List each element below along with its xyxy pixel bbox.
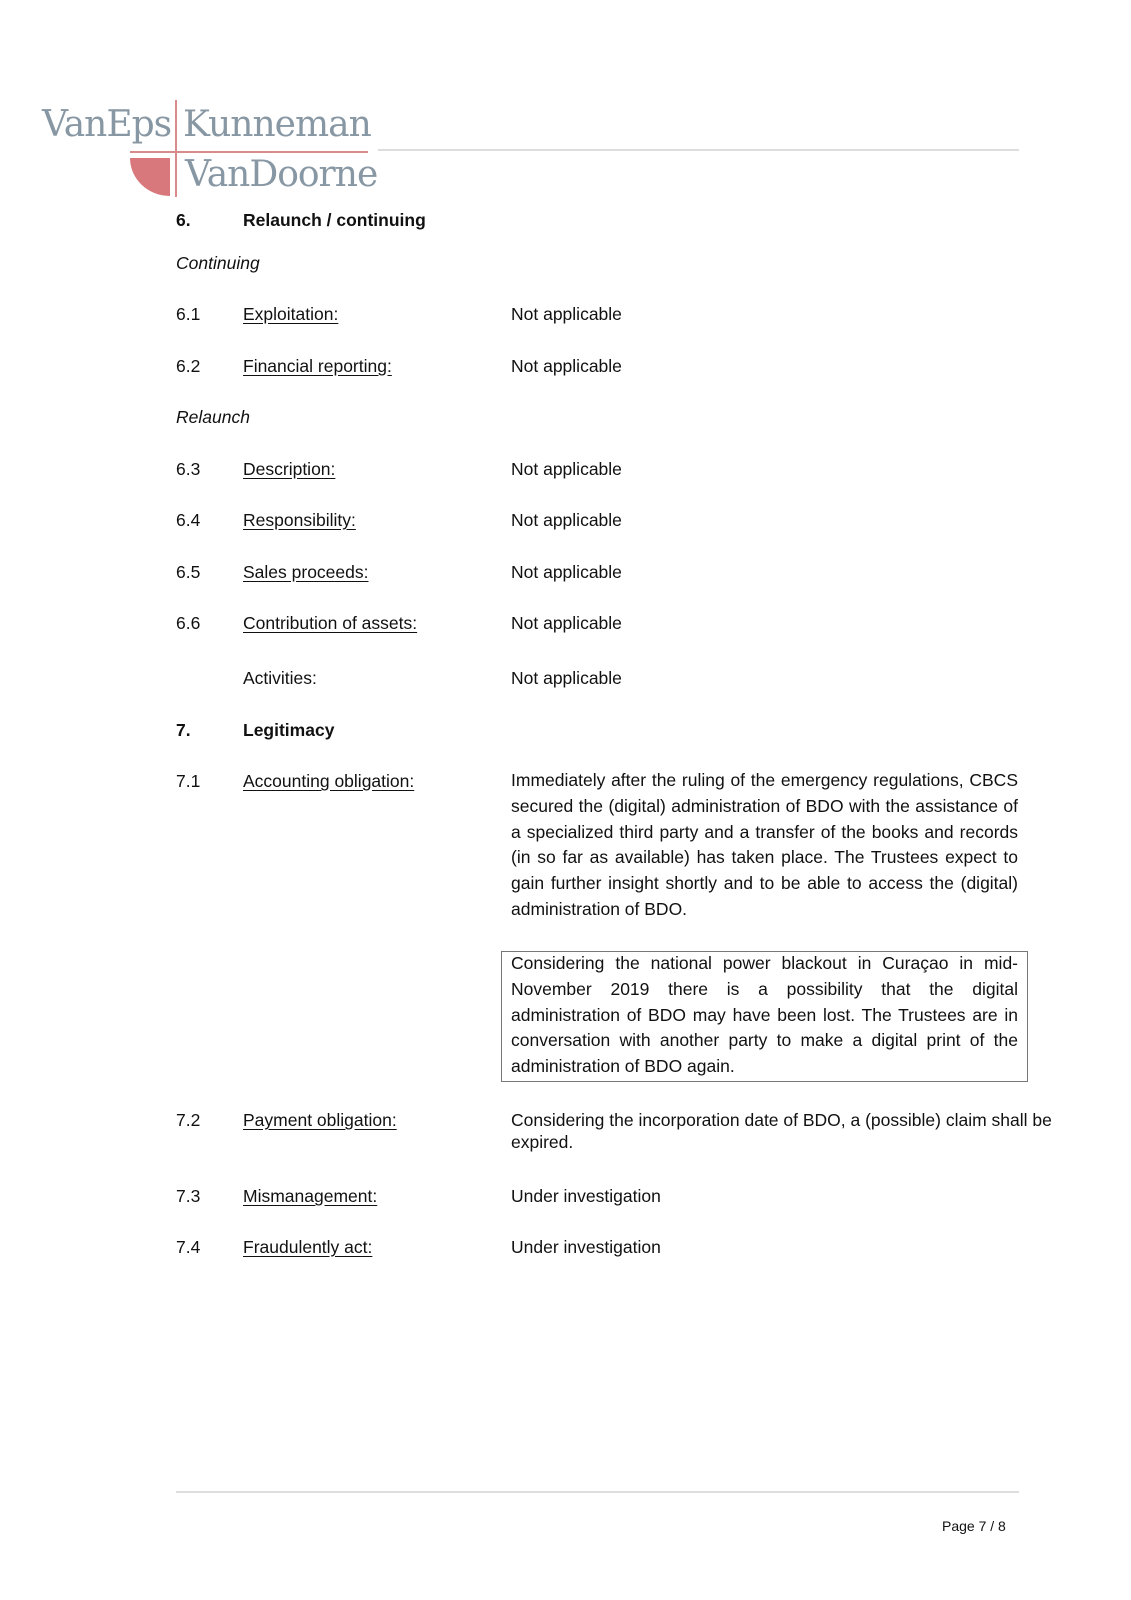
logo-horizontal-line bbox=[130, 151, 368, 153]
row-label: Activities: bbox=[243, 668, 317, 688]
logo-text-kunneman: Kunneman bbox=[183, 104, 371, 145]
logo-text-vandoorne: VanDoorne bbox=[185, 154, 378, 195]
row-label: Description: bbox=[243, 459, 336, 479]
row-number: 7.1 bbox=[176, 771, 201, 791]
section-title: Relaunch / continuing bbox=[243, 210, 426, 230]
row-value: Under investigation bbox=[511, 1237, 661, 1257]
row-value: Considering the incorporation date of BDO, a (possible) claim shall be expired. bbox=[511, 1110, 1052, 1152]
row-label: Mismanagement: bbox=[243, 1186, 378, 1206]
page-number: Page 7 / 8 bbox=[942, 1518, 1006, 1534]
row-value: Not applicable bbox=[511, 510, 622, 530]
row-label: Financial reporting: bbox=[243, 356, 392, 376]
row-label: Contribution of assets: bbox=[243, 613, 418, 633]
footer-rule bbox=[176, 1491, 1019, 1493]
logo-vertical-line bbox=[175, 100, 177, 197]
row-number: 7.2 bbox=[176, 1110, 201, 1130]
row-value: Under investigation bbox=[511, 1186, 661, 1206]
row-label: Fraudulently act: bbox=[243, 1237, 373, 1257]
row-value: Not applicable bbox=[511, 613, 622, 633]
subheading-continuing: Continuing bbox=[176, 253, 260, 273]
header-rule bbox=[378, 149, 1019, 151]
logo-quarter-circle bbox=[130, 158, 170, 196]
row-label: Sales proceeds: bbox=[243, 562, 369, 582]
row-number: 6.3 bbox=[176, 459, 201, 479]
row-number: 7.4 bbox=[176, 1237, 201, 1257]
section-number: 6. bbox=[176, 210, 191, 230]
section-title: Legitimacy bbox=[243, 720, 335, 740]
row-value: Not applicable bbox=[511, 459, 622, 479]
row-value: Immediately after the ruling of the emergency regulations, CBCS secured the (digital) administration of BDO with the assistance of a specialized third party and a transfer of the books and records (in so far as available) has taken place. The Trustees expect to gain further insight shortly and to be able to access the (digital) administration of BDO. bbox=[511, 770, 1018, 919]
row-label: Responsibility: bbox=[243, 510, 356, 530]
row-number: 6.4 bbox=[176, 510, 201, 530]
row-number: 6.6 bbox=[176, 613, 201, 633]
row-value: Not applicable bbox=[511, 304, 622, 324]
row-number: 7.3 bbox=[176, 1186, 201, 1206]
row-label: Payment obligation: bbox=[243, 1110, 397, 1130]
row-number: 6.2 bbox=[176, 356, 201, 376]
boxed-note-text: Considering the national power blackout in Curaçao in mid-November 2019 there is a possibility that the digital administration of BDO may have been lost. The Trustees are in conversation with another party to make a digital print of the administration of BDO again. bbox=[511, 953, 1018, 1077]
section-number: 7. bbox=[176, 720, 191, 740]
row-number: 6.5 bbox=[176, 562, 201, 582]
row-label: Exploitation: bbox=[243, 304, 339, 324]
logo-text-vaneps: VanEps bbox=[42, 104, 172, 145]
subheading-relaunch: Relaunch bbox=[176, 407, 250, 427]
row-value: Not applicable bbox=[511, 356, 622, 376]
row-label: Accounting obligation: bbox=[243, 771, 415, 791]
row-value: Not applicable bbox=[511, 668, 622, 688]
row-number: 6.1 bbox=[176, 304, 201, 324]
row-value: Not applicable bbox=[511, 562, 622, 582]
